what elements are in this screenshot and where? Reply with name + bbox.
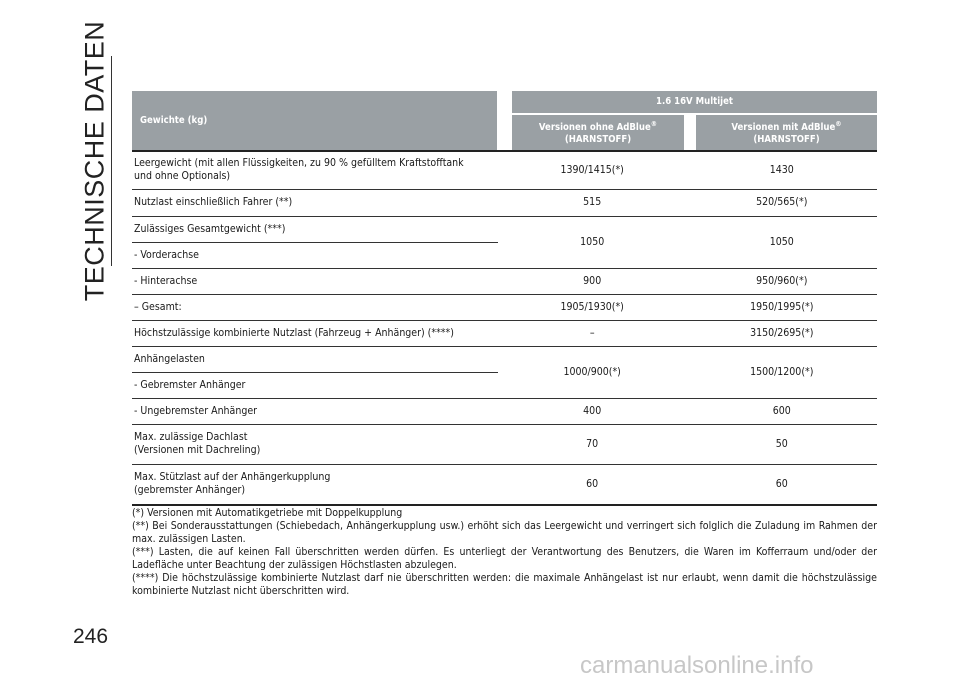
footnote: (***) Lasten, die auf keinen Fall überschritten werden dürfen. Es unterliegt der Verantwortung des Benutzers, die Waren im Kofferraum und/oder der Ladefläche unter Beachtung der zulässigen Höchstlasten abzulegen. <box>132 546 877 571</box>
row-label-line: Leergewicht (mit allen Flüssigkeiten, zu 90 % gefülltem Kraftstofftank <box>134 157 464 170</box>
value-without-adblue: 1000/900(*) <box>498 346 691 398</box>
value-without-adblue: 60 <box>586 477 599 490</box>
row-label: - Vorderachse <box>132 242 498 268</box>
row-label <box>132 152 498 189</box>
row-label-line: Max. Stützlast auf der Anhängerkupplung <box>134 471 331 484</box>
registered-mark: ® <box>650 120 658 129</box>
header-col1-line1: Versionen ohne AdBlue <box>538 122 651 134</box>
page-number: 246 <box>73 625 109 648</box>
table-row <box>132 216 877 242</box>
table-row <box>132 189 877 216</box>
table-row <box>132 424 877 464</box>
value-with-adblue: 3150/2695(*) <box>690 320 877 346</box>
side-section-title-text: TECHNISCHE DATEN <box>79 20 110 302</box>
value-with-adblue: 60 <box>775 477 788 490</box>
header-col-without-adblue <box>512 115 684 150</box>
row-label-line: (Versionen mit Dachreling) <box>134 444 261 456</box>
row-label <box>132 464 498 504</box>
table-row <box>132 464 877 504</box>
row-label: - Ungebremster Anhänger <box>132 398 498 424</box>
header-col-with-adblue <box>696 115 877 150</box>
watermark: carmanualsonline.info <box>580 652 814 679</box>
table-row <box>132 268 877 294</box>
value-with-adblue: 520/565(*) <box>690 189 877 216</box>
registered-mark: ® <box>835 120 842 129</box>
value-without-adblue: 400 <box>498 398 691 424</box>
value-without-adblue: – <box>498 320 691 346</box>
header-col2-line1: Versionen mit AdBlue <box>731 122 836 134</box>
table-row <box>132 346 877 372</box>
row-label: Nutzlast einschließlich Fahrer (**) <box>132 189 498 216</box>
value-without-adblue: 1905/1930(*) <box>498 294 691 320</box>
value-without-adblue: 70 <box>498 424 691 464</box>
value-without-adblue: 515 <box>498 189 691 216</box>
row-label-line: und ohne Optionals) <box>134 170 231 183</box>
weights-table <box>132 152 877 504</box>
header-weights-label: Gewichte (kg) <box>132 91 497 150</box>
row-label-line: Max. zulässige Dachlast <box>134 431 248 443</box>
row-label: Anhängelasten <box>132 346 498 372</box>
value-with-adblue: 1050 <box>690 216 877 268</box>
footnote: (*) Versionen mit Automatikgetriebe mit Doppelkupplung <box>132 507 403 519</box>
table-row <box>132 152 877 189</box>
side-section-title <box>70 20 120 302</box>
value-with-adblue: 950/960(*) <box>690 268 877 294</box>
value-with-adblue: 50 <box>690 424 877 464</box>
value-without-adblue: 1390/1415(*) <box>498 152 691 189</box>
table-bottom-rule <box>132 504 877 506</box>
header-col1-line2: (HARNSTOFF) <box>564 133 632 145</box>
value-with-adblue: 1430 <box>690 152 877 189</box>
side-divider <box>111 56 112 266</box>
header-col2-line2: (HARNSTOFF) <box>753 133 820 145</box>
row-label: - Gebremster Anhänger <box>132 372 498 398</box>
footnotes <box>132 507 877 598</box>
header-engine: 1.6 16V Multijet <box>512 91 877 113</box>
value-without-adblue: 900 <box>498 268 691 294</box>
row-label <box>132 424 498 464</box>
value-with-adblue: 600 <box>690 398 877 424</box>
row-label: - Hinterachse <box>132 268 498 294</box>
table-row <box>132 294 877 320</box>
value-without-adblue: 1050 <box>498 216 691 268</box>
row-label: – Gesamt: <box>132 294 498 320</box>
table-row <box>132 398 877 424</box>
table-row <box>132 320 877 346</box>
row-label-line: (gebremster Anhänger) <box>134 484 246 497</box>
footnote: (****) Die höchstzulässige kombinierte Nutzlast darf nie überschritten werden: die maximale Anhängelast ist nur erlaubt, wenn damit die höchstzulässige kombinierte Nutzlast nicht überschritten wird. <box>132 572 877 597</box>
row-label: Zulässiges Gesamtgewicht (***) <box>132 216 498 242</box>
value-with-adblue: 1950/1995(*) <box>690 294 877 320</box>
row-label: Höchstzulässige kombinierte Nutzlast (Fahrzeug + Anhänger) (****) <box>132 320 498 346</box>
footnote: (**) Bei Sonderausstattungen (Schiebedach, Anhängerkupplung usw.) erhöht sich das Leergewicht und verringert sich folglich die Zuladung im Rahmen der max. zulässigen Lasten. <box>132 520 877 545</box>
value-with-adblue: 1500/1200(*) <box>690 346 877 398</box>
